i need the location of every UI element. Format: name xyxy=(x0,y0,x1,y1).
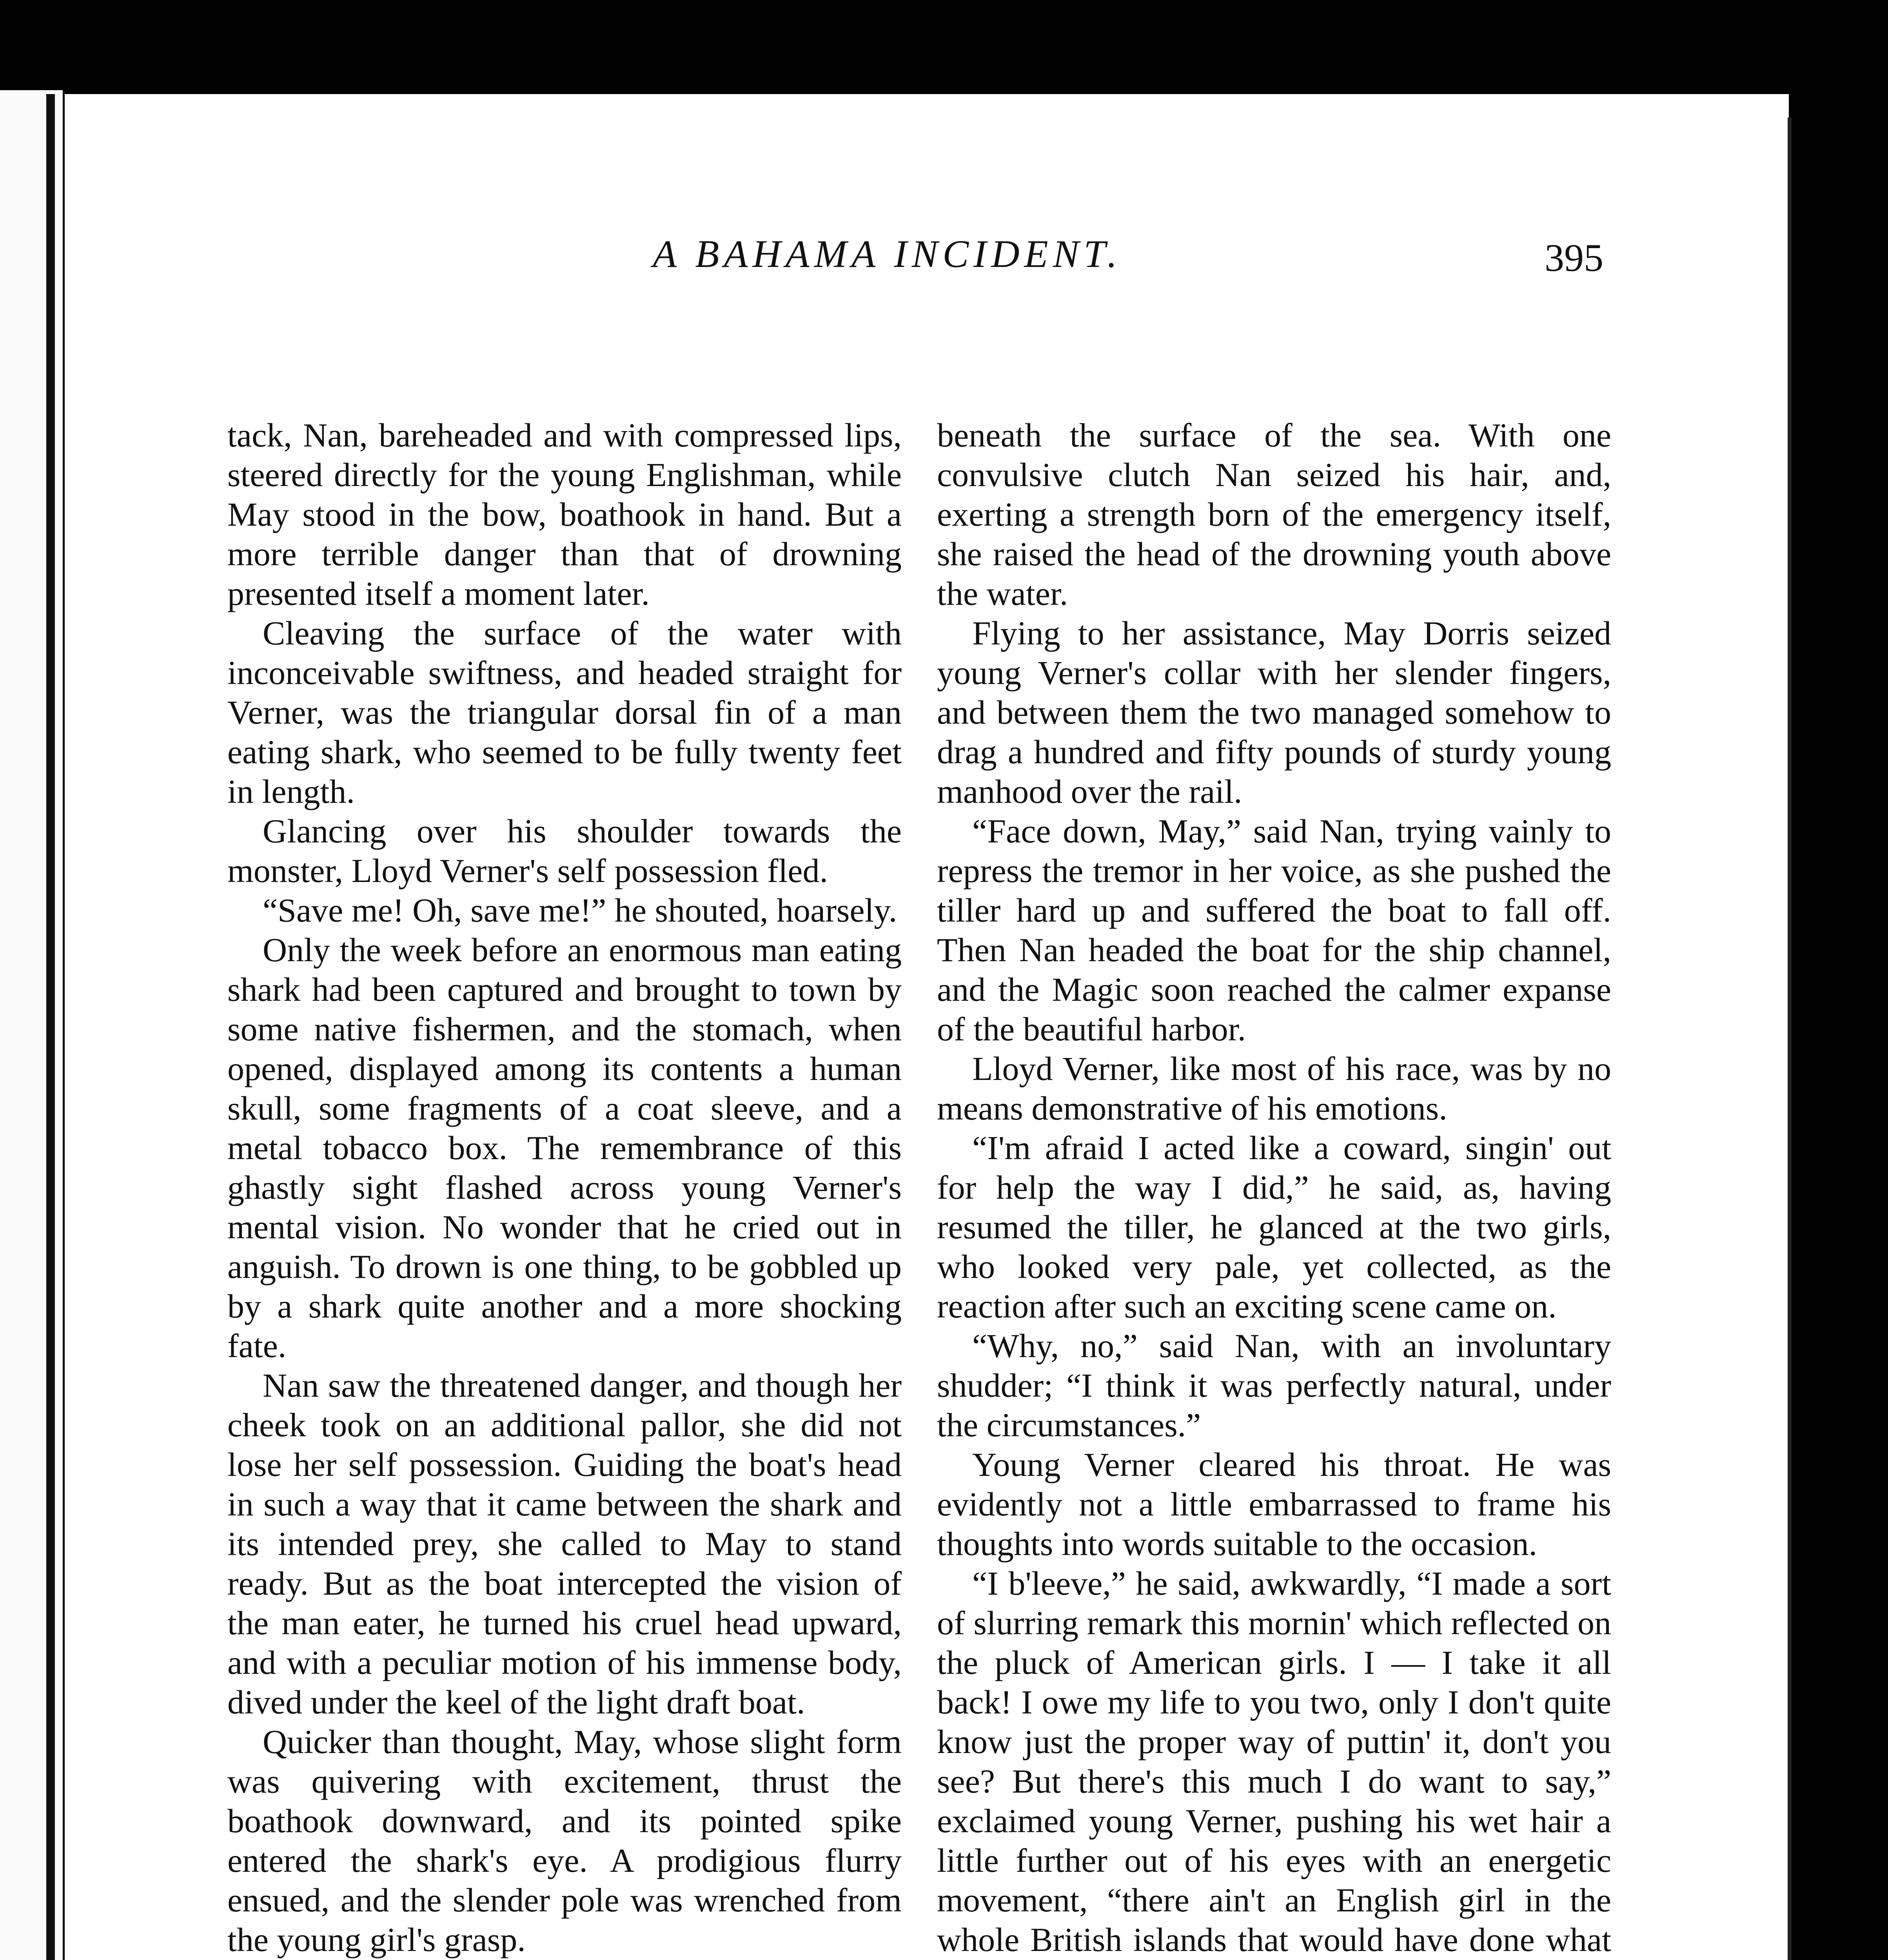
paragraph: Only the week before an enormous man eating shark had been captured and brought to town by some native fishermen, and the stomach, when opened, displayed among its contents a human skull, some fragments of a coat sleeve, and a metal tobacco box. The remembrance of this ghastly sight flashed across young Verner's mental vision. No wonder that he cried out in anguish. To drown is one thing, to be gobbled up by a shark quite another and a more shocking fate. xyxy=(227,931,902,1365)
text-column-right xyxy=(937,416,1611,1960)
paragraph: beneath the surface of the sea. With one convulsive clutch Nan seized his hair, and, exerting a strength born of the emergency itself, she raised the head of the drowning youth above the water. xyxy=(937,416,1611,612)
binding-shadow xyxy=(46,94,55,1960)
paragraph: Quicker than thought, May, whose slight form was quivering with excitement, thrust the boathook downward, and its pointed spike entered the shark's eye. A prodigious flurry ensued, and the slender pole was wrenched from the young girl's grasp. xyxy=(227,1723,902,1958)
paragraph: Lloyd Verner, like most of his race, was by no means demonstrative of his emotions. xyxy=(937,1050,1611,1127)
paragraph: Flying to her assistance, May Dorris seized young Verner's collar with her slender fingers, and between them the two managed somehow to drag a hundred and fifty pounds of sturdy young manhood over the rail. xyxy=(937,614,1611,810)
running-title: A BAHAMA INCIDENT. xyxy=(653,232,1122,276)
book-page xyxy=(65,94,1789,1960)
page-right-edge xyxy=(1788,118,1792,1960)
text-column-left xyxy=(227,416,902,1960)
paragraph: Cleaving the surface of the water with inconceivable swiftness, and headed straight for Verner, was the triangular dorsal fin of a man eating shark, who seemed to be fully twenty feet in length. xyxy=(227,614,902,810)
paragraph: “I'm afraid I acted like a coward, singin' out for help the way I did,” he said, as, having resumed the tiller, he glanced at the two girls, who looked very pale, yet collected, as the reaction after such an exciting scene came on. xyxy=(937,1129,1611,1325)
page-header xyxy=(65,231,1789,278)
paragraph: “Save me! Oh, save me!” he shouted, hoarsely. xyxy=(263,891,897,929)
paragraph: tack, Nan, bareheaded and with compressed lips, steered directly for the young Englishman, while May stood in the bow, boathook in hand. But a more terrible danger than that of drowning presented itself a moment later. xyxy=(227,416,902,612)
paragraph: Young Verner cleared his throat. He was evidently not a little embarrassed to frame his thoughts into words suitable to the occasion. xyxy=(937,1446,1611,1563)
paragraph: Glancing over his shoulder towards the monster, Lloyd Verner's self possession fled. xyxy=(227,812,902,889)
paragraph: “I b'leeve,” he said, awkwardly, “I made a sort of slurring remark this mornin' which reflected on the pluck of American girls. I — I take it all back! I owe my life to you two, only I don't quite know just the proper way of puttin' it, don't you see? But there's this much I do want to say,” exclaimed young Verner, pushing his wet hair a little further out of his eyes with an energetic movement, “there ain't an English girl in the whole British islands that would have done what xyxy=(937,1564,1611,1958)
paragraph: Nan saw the threatened danger, and though her cheek took on an additional pallor, she did not lose her self possession. Guiding the boat's head in such a way that it came between the shark and its intended prey, she called to May to stand ready. But as the boat intercepted the vision of the man eater, he turned his cruel head upward, and with a peculiar motion of his immense body, dived under the keel of the light draft boat. xyxy=(227,1367,902,1721)
paragraph: “Why, no,” said Nan, with an involuntary shudder; “I think it was perfectly natural, under the circumstances.” xyxy=(937,1327,1611,1444)
page-number: 395 xyxy=(1545,236,1603,279)
paragraph: “Face down, May,” said Nan, trying vainly to repress the tremor in her voice, as she pushed the tiller hard up and suffered the boat to fall off. Then Nan headed the boat for the ship channel, and the Magic soon reached the calmer expanse of the beautiful harbor. xyxy=(937,812,1611,1048)
